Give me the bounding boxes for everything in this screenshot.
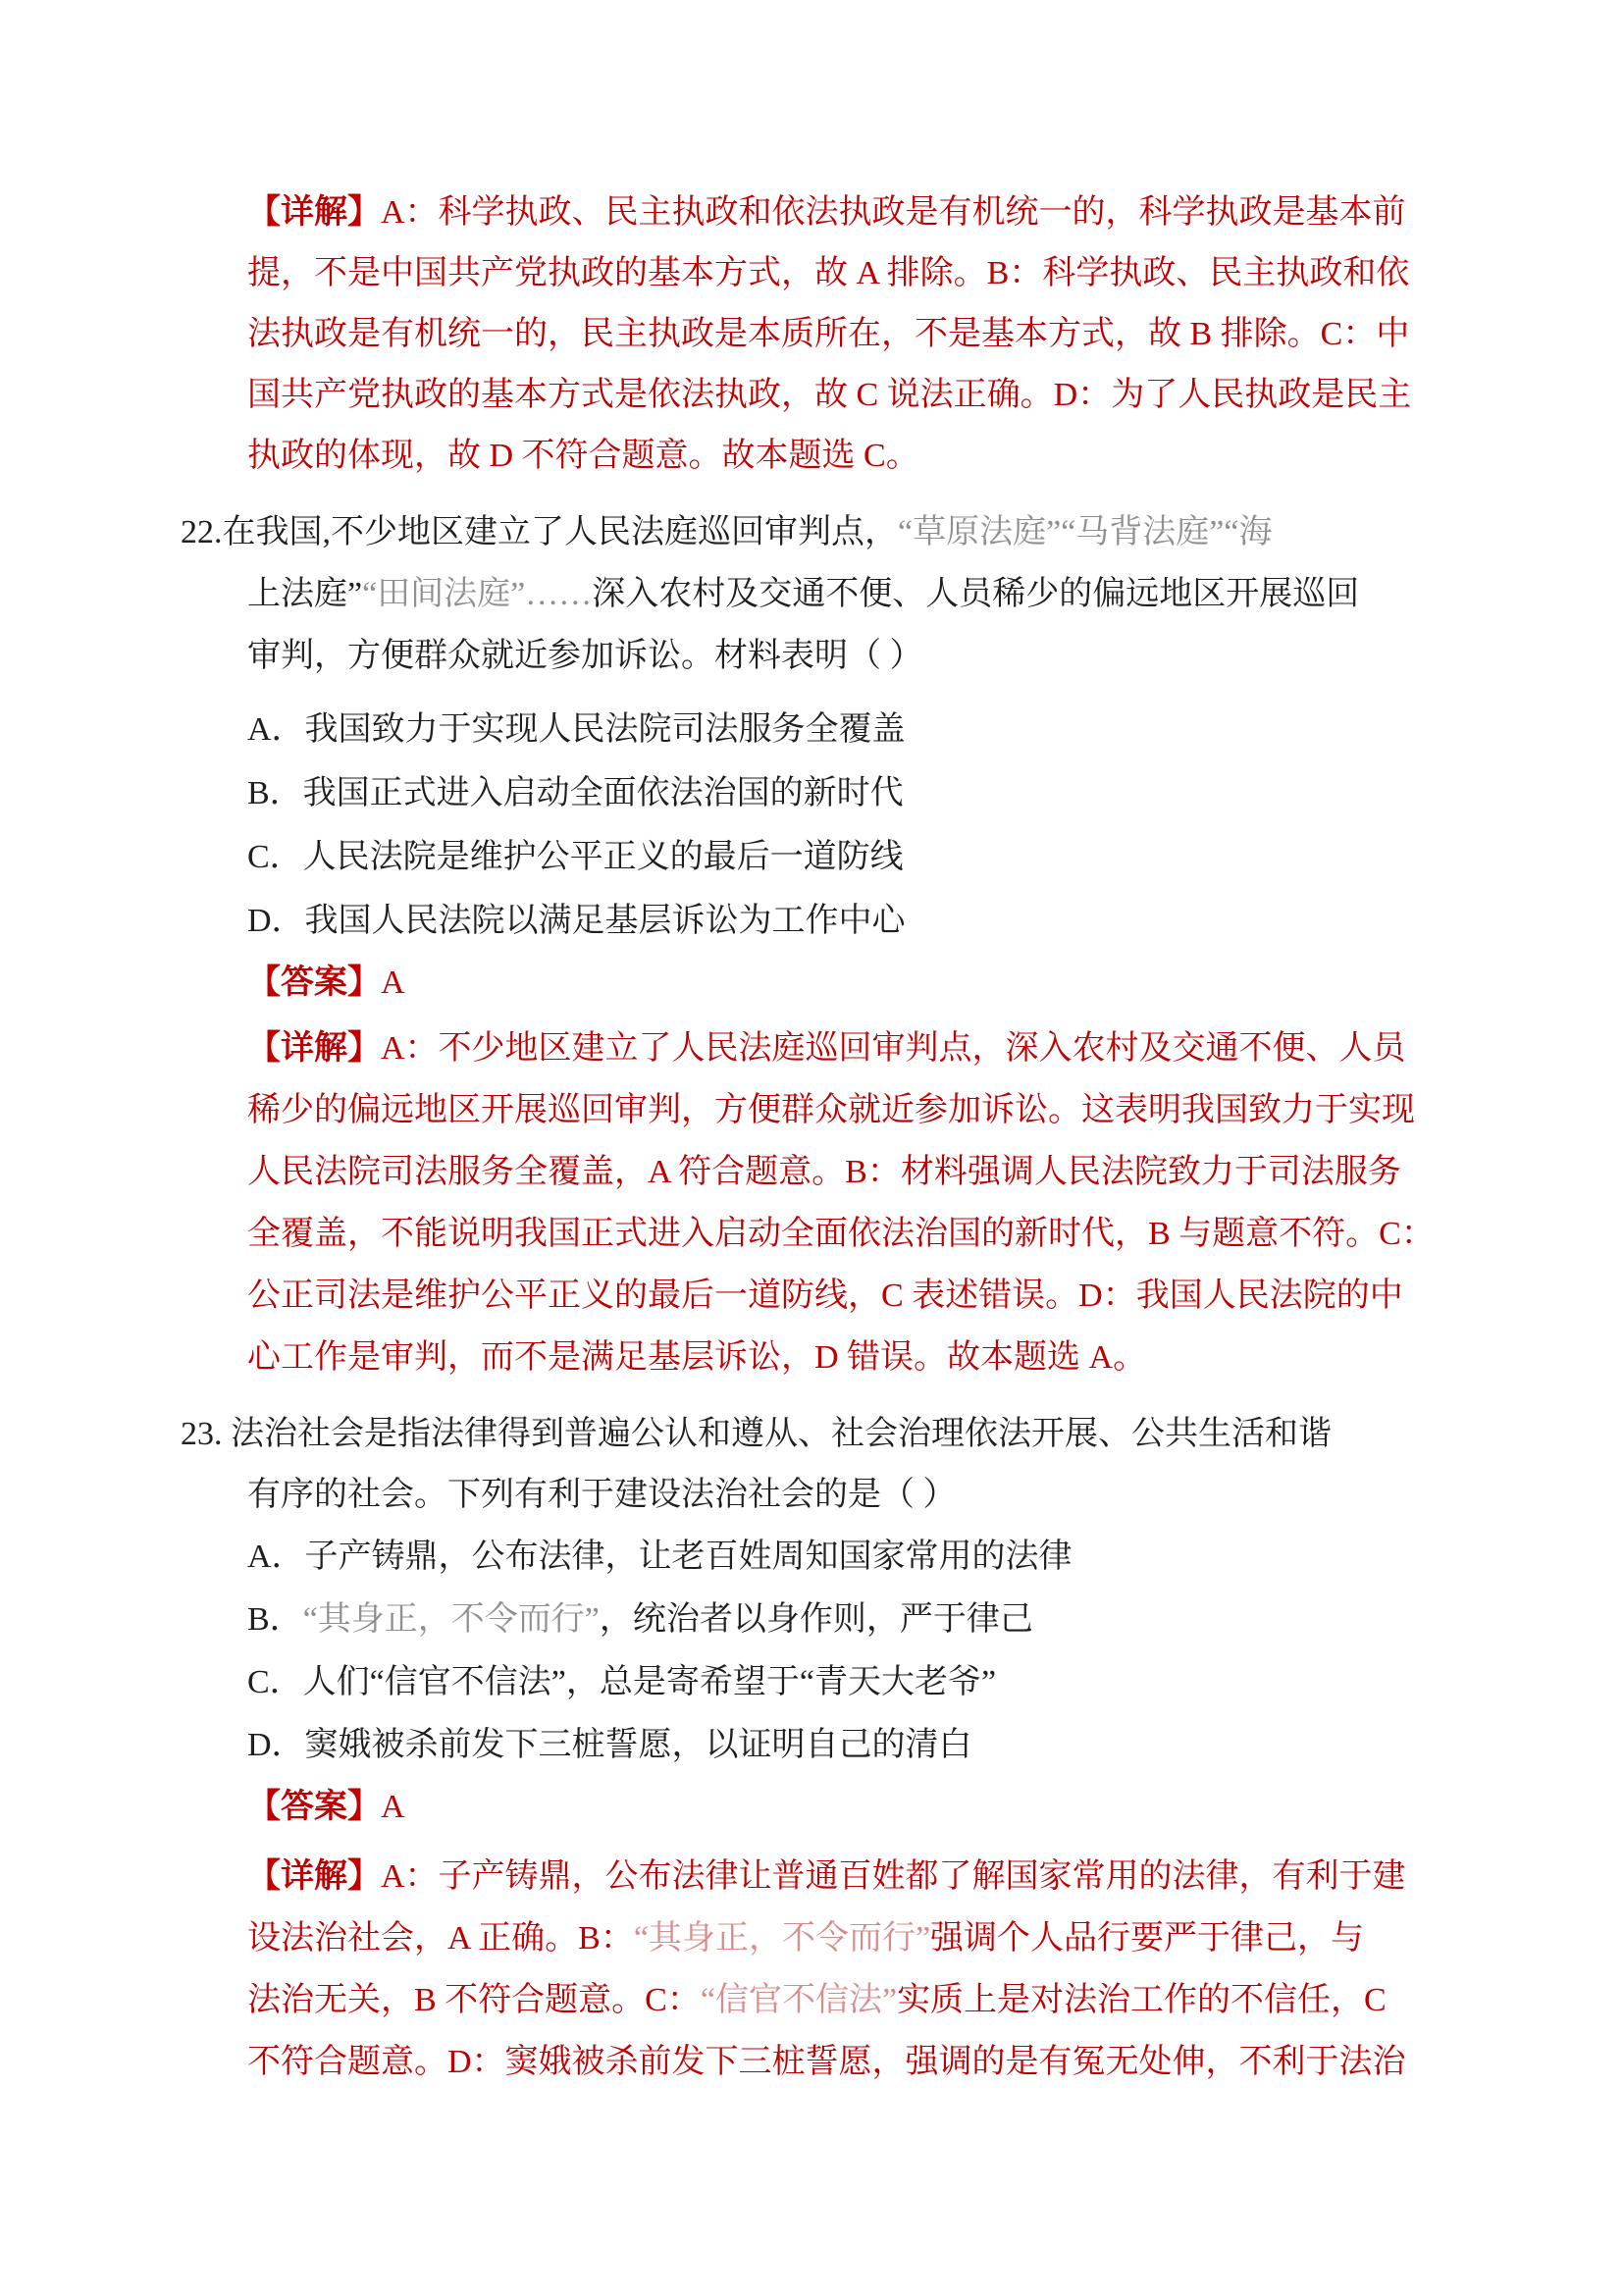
text-segment: 强调个人品行要严于律己，与 [930,1920,1365,1957]
text-segment: 人民法院司法服务全覆盖，A 符合题意。B：材料强调人民法院致力于司法服务 [247,1154,1401,1190]
question-22-stem [181,501,1456,687]
question-23-explanation-line-4 [247,2031,1456,2093]
question-23-explanation-line-3 [247,1969,1456,2031]
bracket-label: 【详解】 [247,194,381,231]
question-23-stem-line-2 [247,1465,1456,1526]
question-22-answer [247,953,1456,1014]
question-22-stem-line-2 [247,563,1456,625]
text-segment: 深入农村及交通不便、人员稀少的偏远地区开展巡回 [592,576,1360,612]
question-23-stem-line-1 [181,1404,1456,1465]
question-22-explanation-line-1 [247,1018,1456,1079]
text-segment: “信官不信法” [700,1982,898,2018]
text-segment: 不符合题意。D：窦娥被杀前发下三桩誓愿，强调的是有冤无处伸，不利于法治 [247,2044,1406,2080]
text-segment: 有序的社会。下列有利于建设法治社会的是（ ） [247,1477,957,1513]
text-segment: A：子产铸鼎，公布法律让普通百姓都了解国家常用的法律，有利于建 [381,1858,1406,1895]
question-23-options-line-3 [247,1651,1456,1714]
text-segment: 22.在我国,不少地区建立了人民法庭巡回审判点， [181,514,898,550]
question-23-explanation-line-1 [247,1846,1456,1907]
text-segment: 稀少的偏远地区开展巡回审判，方便群众就近参加诉讼。这表明我国致力于实现 [247,1092,1415,1128]
text-segment: B．我国正式进入启动全面依法治国的新时代 [247,775,904,811]
question-22-stem-line-3 [247,625,1456,687]
question-23-explanation [247,1846,1456,2093]
text-segment: D．窦娥被杀前发下三桩誓愿，以证明自己的清白 [247,1727,972,1763]
q21-explanation-line-4 [247,365,1456,426]
text-segment: A：科学执政、民主执政和依法执政是有机统一的，科学执政是基本前 [381,194,1406,231]
q21-explanation [247,183,1456,487]
question-22-options-line-3 [247,825,1456,889]
q21-explanation-line-5 [247,426,1456,487]
question-23-options-line-1 [247,1526,1456,1589]
bracket-label: 【答案】 [247,1789,381,1825]
text-segment: 上法庭” [247,576,363,612]
question-23-answer [247,1777,1456,1838]
question-22-options-line-4 [247,889,1456,953]
text-segment: A．我国致力于实现人民法院司法服务全覆盖 [247,711,906,748]
question-22-options-line-2 [247,761,1456,825]
text-segment: C．人民法院是维护公平正义的最后一道防线 [247,839,904,875]
question-22-explanation-line-2 [247,1079,1456,1141]
text-segment: A [381,1789,405,1825]
question-23-options-line-2 [247,1589,1456,1651]
text-segment: C．人们“信官不信法”，总是寄希望于“青天大老爷” [247,1664,997,1700]
text-segment: 全覆盖，不能说明我国正式进入启动全面依法治国的新时代，B 与题意不符。C： [247,1216,1435,1252]
question-22-answer-line-1 [247,953,1456,1014]
text-segment: D．我国人民法院以满足基层诉讼为工作中心 [247,903,906,939]
text-segment: A．子产铸鼎，公布法律，让老百姓周知国家常用的法律 [247,1539,1073,1575]
bracket-label: 【详解】 [247,1858,381,1895]
text-segment: 设法治社会，A 正确。B： [247,1920,634,1957]
text-segment: 公正司法是维护公平正义的最后一道防线，C 表述错误。D：我国人民法院的中 [247,1278,1403,1314]
question-22-stem-line-1 [181,501,1456,563]
question-22-options [247,698,1456,953]
question-22-options-line-1 [247,698,1456,761]
text-segment: 执政的体现，故 D 不符合题意。故本题选 C。 [247,438,919,474]
question-22-explanation-line-4 [247,1203,1456,1265]
text-segment: B． [247,1601,303,1638]
q21-explanation-line-2 [247,243,1456,304]
question-23-answer-line-1 [247,1777,1456,1838]
text-segment: “其身正，不令而行” [633,1920,931,1957]
question-22-explanation-line-6 [247,1327,1456,1388]
text-segment: 法治无关，B 不符合题意。C： [247,1982,701,2018]
text-segment: “其身正，不令而行” [302,1601,600,1638]
text-segment: A [381,965,405,1001]
text-segment: ，统治者以身作则，严于律己 [599,1601,1033,1638]
question-22-explanation-line-3 [247,1141,1456,1203]
text-segment: 提，不是中国共产党执政的基本方式，故 A 排除。B：科学执政、民主执政和依 [247,255,1410,291]
text-segment: 心工作是审判，而不是满足基层诉讼，D 错误。故本题选 A。 [247,1339,1147,1376]
question-23-stem [181,1404,1456,1526]
text-segment: 审判，方便群众就近参加诉讼。材料表明（ ） [247,638,923,674]
q21-explanation-line-3 [247,304,1456,365]
q21-explanation-line-1 [247,183,1456,243]
question-22-explanation [247,1018,1456,1388]
question-23-options-line-4 [247,1714,1456,1777]
text-segment: 实质上是对法治工作的不信任，C [897,1982,1387,2018]
text-segment: 23. 法治社会是指法律得到普遍公认和遵从、社会治理依法开展、公共生活和谐 [181,1416,1332,1452]
question-23-options [247,1526,1456,1777]
text-segment: A：不少地区建立了人民法庭巡回审判点，深入农村及交通不便、人员 [381,1030,1406,1067]
bracket-label: 【详解】 [247,1030,381,1067]
text-segment: “草原法庭”“马背法庭”“海 [898,514,1273,550]
question-23-explanation-line-2 [247,1907,1456,1969]
text-segment: 国共产党执政的基本方式是依法执政，故 C 说法正确。D：为了人民执政是民主 [247,377,1412,413]
question-22-explanation-line-5 [247,1265,1456,1327]
text-segment: “田间法庭”…… [362,576,593,612]
bracket-label: 【答案】 [247,965,381,1001]
text-segment: 法执政是有机统一的，民主执政是本质所在，不是基本方式，故 B 排除。C：中 [247,316,1410,352]
